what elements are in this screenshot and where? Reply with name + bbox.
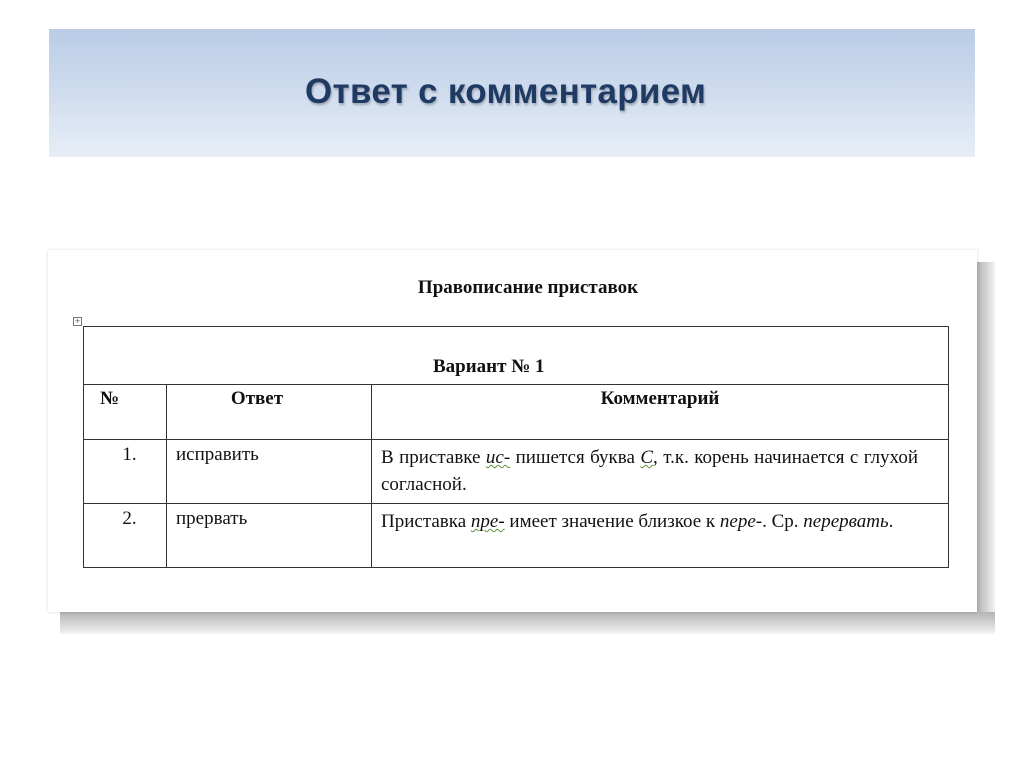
comment-text: Приставка [381,511,471,532]
comment-text: пишется буква [510,447,641,468]
comment-italic: ис- [485,447,511,468]
move-handle-icon: + [74,317,81,325]
comment-text: . [888,511,894,532]
document-shadow-bottom [60,612,995,634]
document-shadow-right [975,262,995,627]
comment-text: . Ср. [762,511,804,532]
comment-italic: пере- [719,511,763,532]
comment-italic: пре- [470,511,505,532]
row-answer: прервать [167,504,372,568]
row-number: 2. [84,504,167,568]
answers-table [83,384,949,568]
slide-title: Ответ с комментарием [305,72,707,111]
comment-text: имеет значение близкое к [504,511,720,532]
comment-italic: перервать [803,511,889,532]
comment-text: , т.к. корень начинается с глухой согласной. [381,447,918,495]
header-number: № [84,385,167,440]
table-row [84,440,949,504]
row-comment [372,504,949,568]
document-heading: Правописание приставок [417,277,639,298]
table-row [84,504,949,568]
comment-text: В приставке [381,447,486,468]
variant-label: Вариант № 1 [433,356,545,377]
row-comment [372,440,949,504]
table-header-row [84,385,949,440]
document-image [48,250,977,612]
header-comment: Комментарий [372,385,949,440]
header-answer: Ответ [167,385,372,440]
comment-italic: С [640,447,654,468]
row-number: 1. [84,440,167,504]
row-answer: исправить [167,440,372,504]
